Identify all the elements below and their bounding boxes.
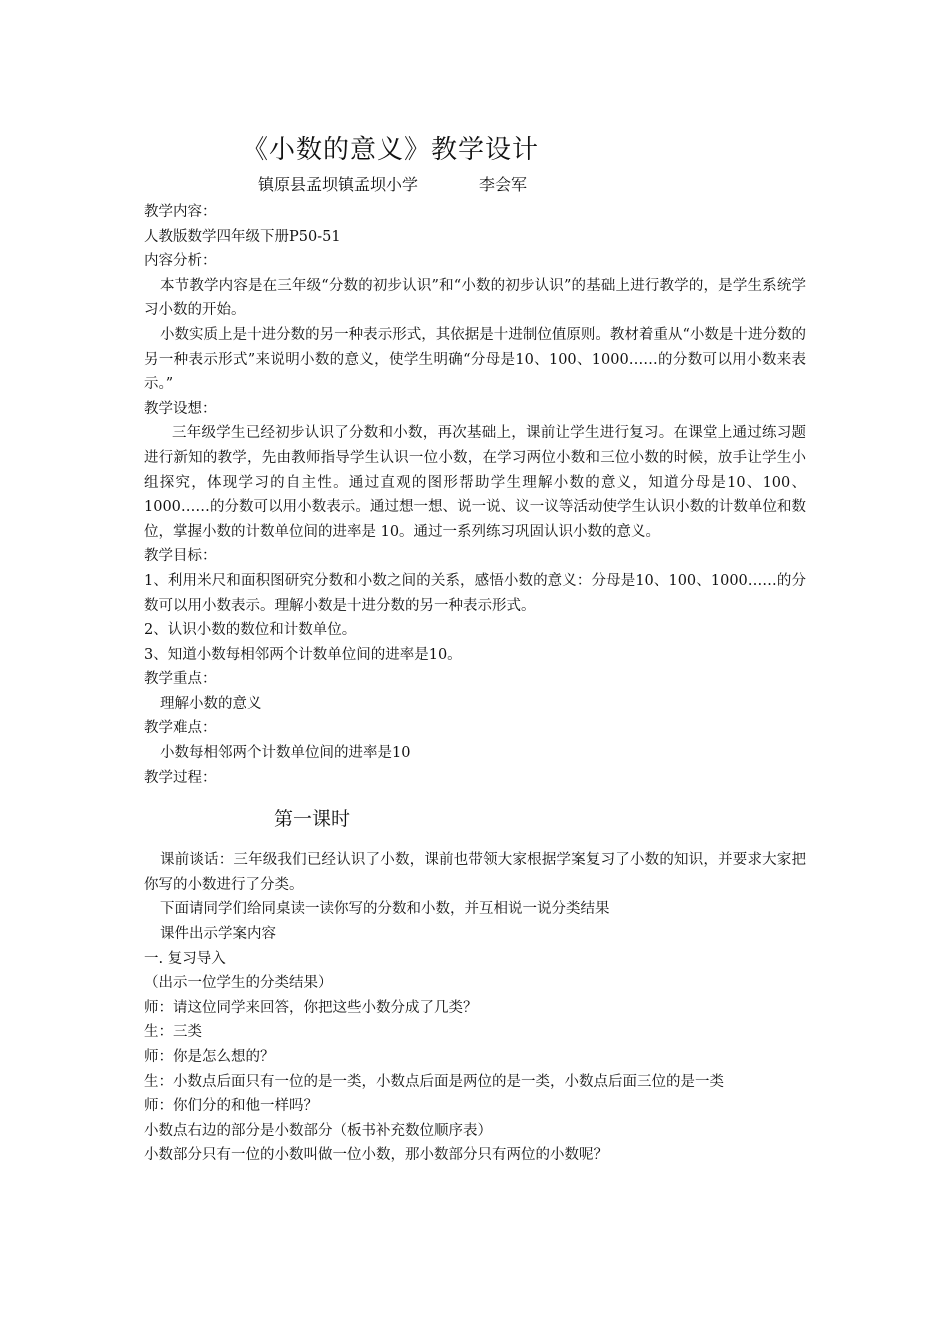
key-point-text: 理解小数的意义 [160,695,262,712]
analysis-paragraph-2: 小数实质上是十进分数的另一种表示形式，其依据是十进制位值原则。教材着重从“小数是十进分数的另一种表示形式”来说明小数的意义，使学生明确“分母是10、100、1000……的分数可以用小数来表示。” [144,326,806,393]
analysis-heading: 内容分析： [144,253,217,270]
content-heading: 教学内容： [144,204,217,220]
author-byline: 镇原县孟坝镇孟坝小学 李会军 [258,175,528,194]
lesson-intro-2: 下面请同学们给同桌读一读你写的分数和小数，并互相说一说分类结果 [160,901,610,918]
dialogue-line-3: 生：三类 [144,1024,202,1041]
goal-item-3: 3、知道小数每相邻两个计数单位间的进率是10。 [144,646,462,663]
dialogue-line-5: 生：小数点后面只有一位的是一类，小数点后面是两位的是一类，小数点后面三位的是一类 [144,1073,724,1090]
goal-item-1: 1、利用米尺和面积图研究分数和小数之间的关系，感悟小数的意义：分母是10、100、1000……的分数可以用小数表示。理解小数是十进分数的另一种表示形式。 [144,572,806,614]
lesson-intro-1: 课前谈话：三年级我们已经认识了小数，课前也带领大家根据学案复习了小数的知识，并要求大家把你写的小数进行了分类。 [144,852,806,893]
dialogue-line-1: （出示一位学生的分类结果） [144,975,333,992]
lesson-intro-3: 课件出示学案内容 [160,926,276,943]
analysis-paragraph-1: 本节教学内容是在三年级“分数的初步认识”和“小数的初步认识”的基础上进行教学的，是学生系统学习小数的开始。 [144,277,806,319]
goal-heading: 教学目标： [144,548,217,565]
dialogue-line-6: 师：你们分的和他一样吗？ [144,1098,318,1115]
content-text: 人教版数学四年级下册P50-51 [144,228,341,245]
process-heading: 教学过程： [144,769,217,786]
difficulty-text: 小数每相邻两个计数单位间的进率是10 [160,745,411,762]
document-page [144,130,806,1168]
goal-item-2: 2、认识小数的数位和计数单位。 [144,622,357,639]
dialogue-line-4: 师：你是怎么想的？ [144,1049,275,1065]
document-title: 《小数的意义》教学设计 [242,135,540,165]
idea-paragraph: 三年级学生已经初步认识了分数和小数，再次基础上，课前让学生进行复习。在课堂上通过练习题进行新知的教学，先由教师指导学生认识一位小数，在学习两位小数和三位小数的时候，放手让学生小组探究，体现学习的自主性。通过直观的图形帮助学生理解小数的意义，知道分母是10、100、1000……的分数可以用小数表示。通过想一想、说一说、议一议等活动使学生认识小数的计数单位和数位，掌握小数的计数单位间的进率是 10。通过一系列练习巩固认识小数的意义。 [144,425,806,540]
idea-heading: 教学设想： [144,400,217,417]
dialogue-line-7: 小数点右边的部分是小数部分（板书补充数位顺序表） [144,1122,492,1139]
dialogue-line-2: 师：请这位同学来回答，你把这些小数分成了几类？ [144,999,478,1016]
lesson-step-1: 一. 复习导入 [144,950,226,967]
key-point-heading: 教学重点： [144,671,217,688]
lesson-title: 第一课时 [274,808,351,831]
dialogue-line-8: 小数部分只有一位的小数叫做一位小数，那小数部分只有两位的小数呢？ [144,1147,608,1164]
difficulty-heading: 教学难点： [144,720,217,737]
